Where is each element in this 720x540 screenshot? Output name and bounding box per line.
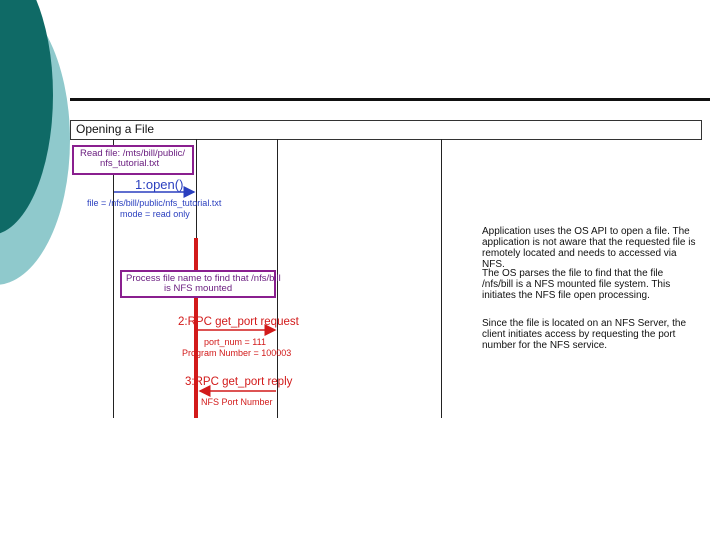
open-param-mode: mode = read only [120,209,190,219]
note-read-file [72,145,194,175]
description-step-3: Since the file is located on an NFS Server, the client initiates access by requesting the port number for the NFS service. [482,318,686,351]
note-process-line2: is NFS mounted [164,283,233,294]
open-message-label: 1:open() [135,177,184,192]
open-param-file: file = /nfs/bill/public/nfs_tutorial.txt [87,198,222,208]
diagram-title: Opening a File [76,122,155,136]
note-read-file-line2: nfs_tutorial.txt [100,158,160,169]
description-step-2: The OS parses the file to find that the file /nfs/bill is a NFS mounted file system. This initiates the NFS file open processing. [482,268,671,301]
note-process-line1: Process file name to find that /nfs/bill [126,273,281,284]
get-port-request-label: 2:RPC get_port request [178,316,299,328]
os-activation [194,238,198,418]
get-port-reply-label: 3:RPC get_port reply [185,376,293,388]
get-port-request-param-port: port_num = 111 [204,337,266,347]
note-process-file-name [120,270,281,298]
note-read-file-line1: Read file: /mts/bill/public/ [80,148,186,159]
description-step-1: Application uses the OS API to open a file. The application is not aware that the requested file is remotely located and needs to accessed via NFS. [482,226,696,270]
get-port-reply-param: NFS Port Number [201,397,273,407]
get-port-request-param-program: Program Number = 100003 [182,348,292,358]
